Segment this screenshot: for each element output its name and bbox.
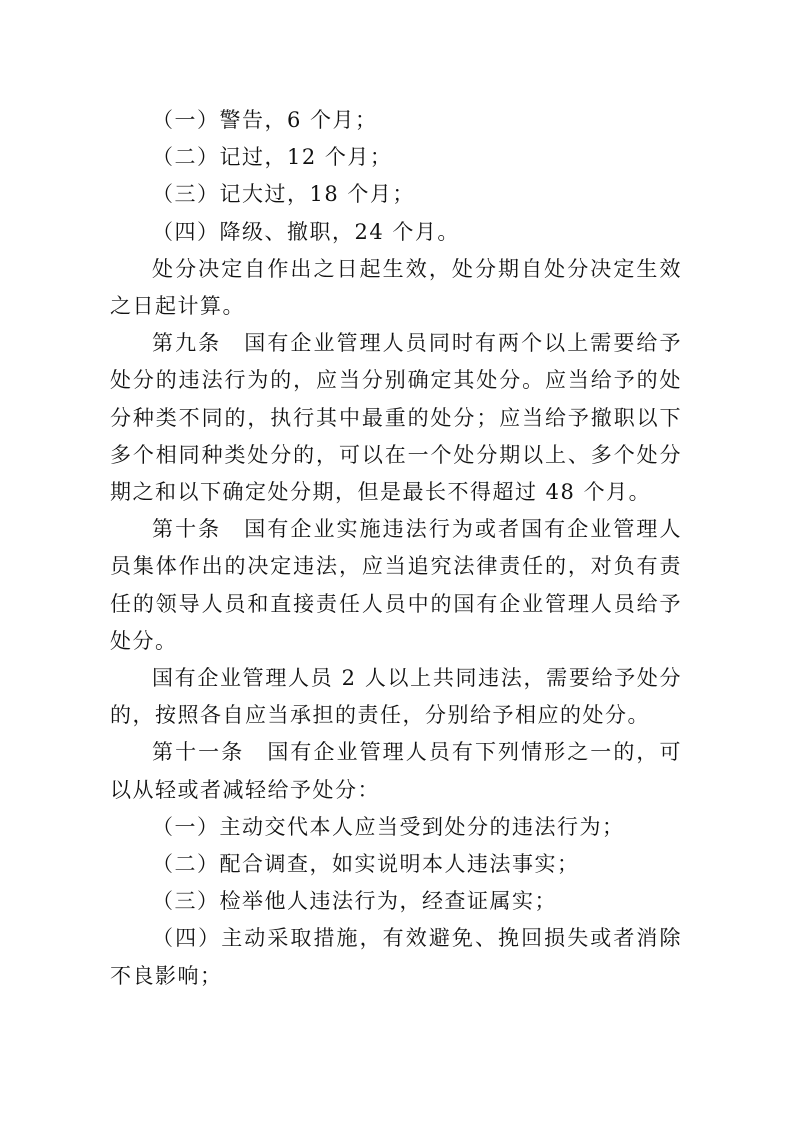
item-warning-period: （一）警告，6 个月； (152, 108, 378, 132)
item-demerit-period: （二）记过，12 个月； (152, 145, 393, 170)
body-text (110, 102, 682, 995)
paragraph-joint-violation: 国有企业管理人员 2 人以上共同违法，需要给予处分的，按照各自应当承担的责任，分别给予相应的处分。 (110, 666, 682, 728)
article-11: 第十一条 国有企业管理人员有下列情形之一的，可以从轻或者减轻给予处分： (110, 740, 682, 802)
list-item-report-others: （三）检举他人违法行为，经查证属实； (152, 889, 557, 914)
list-item-mitigation: （四）主动采取措施，有效避免、挽回损失或者消除不良影响； (110, 926, 682, 988)
list-item-confession: （一）主动交代本人应当受到处分的违法行为； (152, 814, 625, 839)
item-major-demerit-period: （三）记大过，18 个月； (152, 182, 415, 207)
item-demotion-dismissal-period: （四）降级、撤职，24 个月。 (152, 219, 460, 244)
list-item-cooperation: （二）配合调查，如实说明本人违法事实； (152, 852, 580, 877)
article-9: 第九条 国有企业管理人员同时有两个以上需要给予处分的违法行为的，应当分别确定其处分。应当给予的处分种类不同的，执行其中最重的处分；应当给予撤职以下多个相同种类处分的，可以在一个处分期以上、多个处分期之和以下确定处分期，但是最长不得超过 48 个月。 (110, 331, 682, 505)
paragraph-effective-date: 处分决定自作出之日起生效，处分期自处分决定生效之日起计算。 (110, 256, 682, 319)
article-10: 第十条 国有企业实施违法行为或者国有企业管理人员集体作出的决定违法，应当追究法律责任的，对负有责任的领导人员和直接责任人员中的国有企业管理人员给予处分。 (110, 517, 682, 653)
